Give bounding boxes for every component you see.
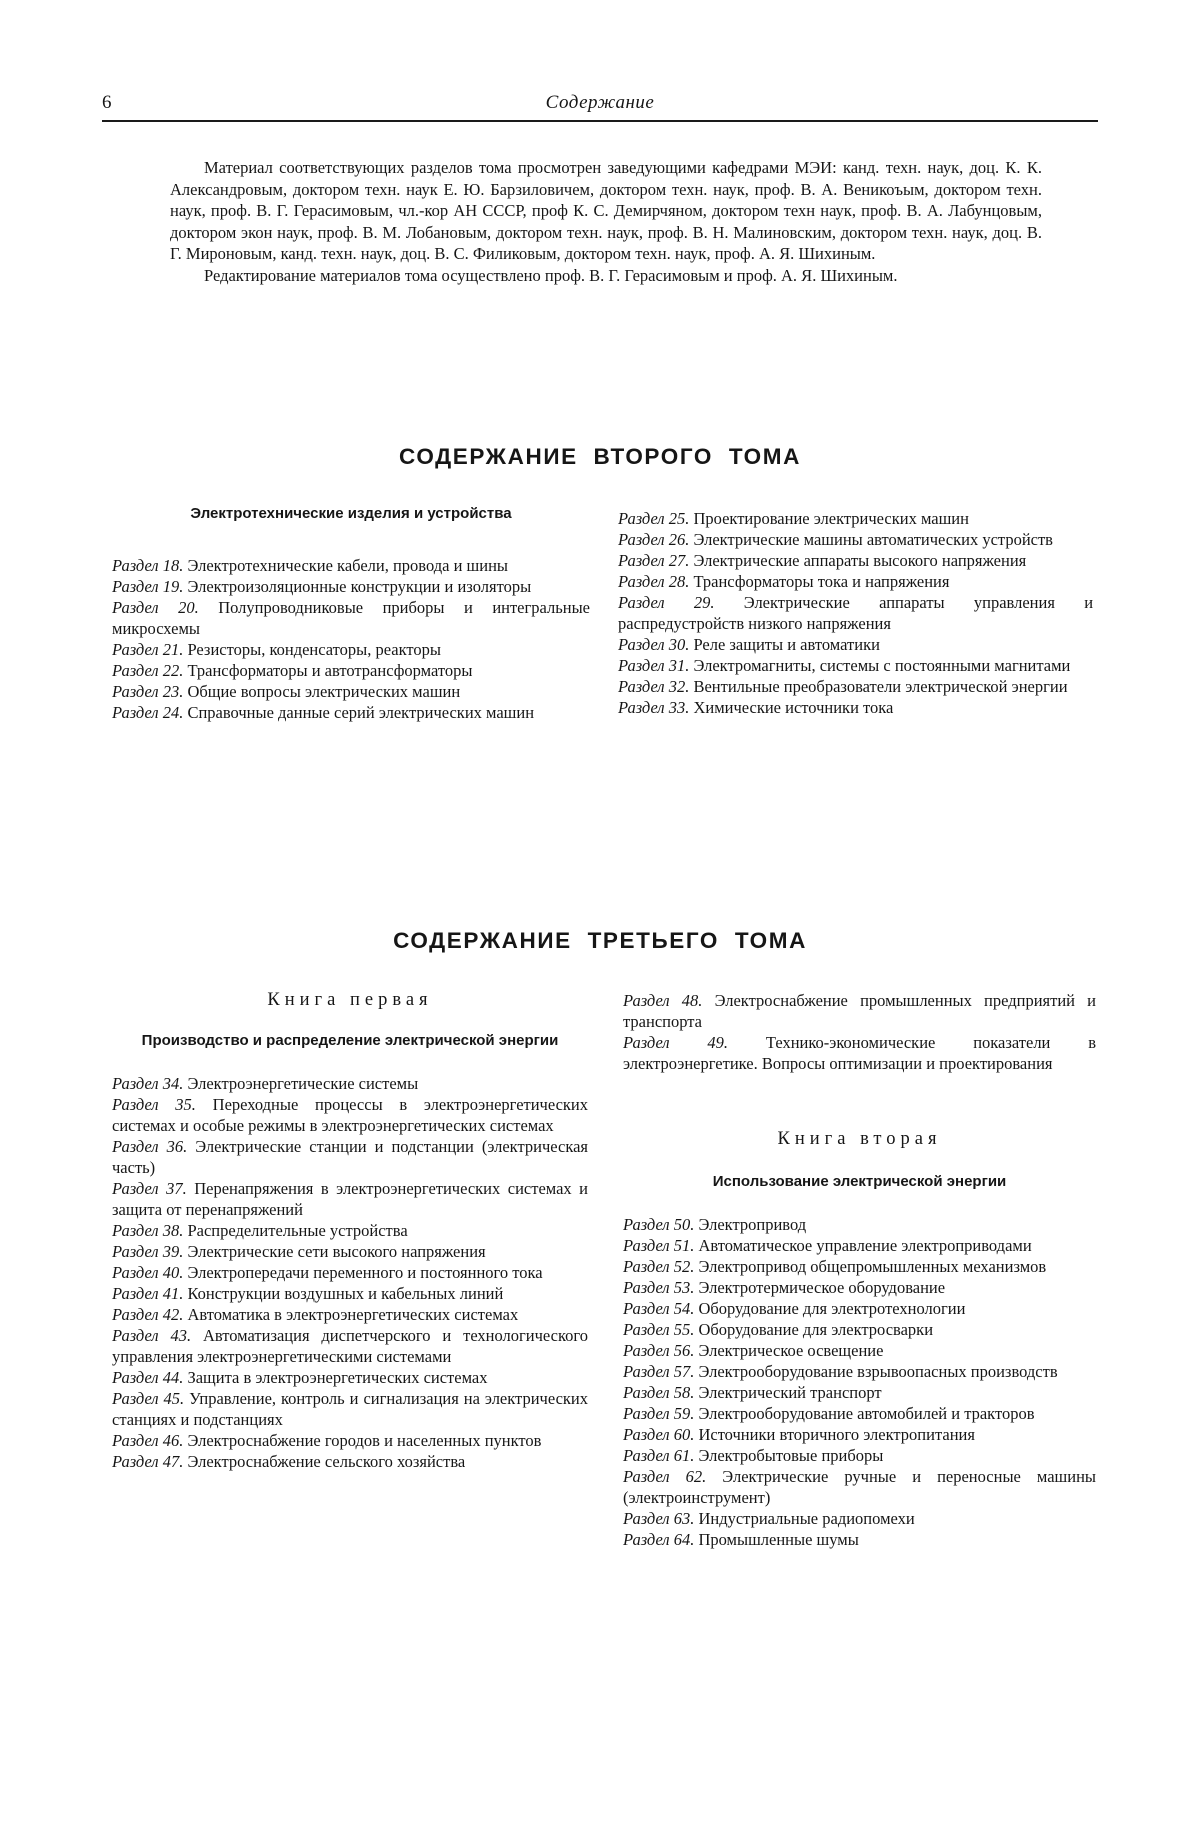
editorial-paragraph: Редактирование материалов тома осуществлено проф. В. Г. Герасимовым и проф. А. Я. Шихиным. xyxy=(204,265,898,285)
toc-item xyxy=(623,1424,1096,1445)
toc-item xyxy=(112,1073,588,1094)
section-number: Раздел 31. xyxy=(618,656,690,675)
header-rule xyxy=(102,120,1098,122)
volume2-right-column xyxy=(618,508,1093,718)
section-title: Электропривод xyxy=(698,1215,807,1234)
section-title: Трансформаторы тока и напряжения xyxy=(693,572,950,591)
toc-item xyxy=(112,1388,588,1430)
toc-item xyxy=(112,1367,588,1388)
section-title: Автоматика в электроэнергетических системах xyxy=(187,1305,519,1324)
section-title: Электрооборудование взрывоопасных производств xyxy=(698,1362,1058,1381)
section-number: Раздел 64. xyxy=(623,1530,695,1549)
section-title: Реле защиты и автоматики xyxy=(693,635,880,654)
section-title: Электрические аппараты управления и распредустройств низкого напряжения xyxy=(618,593,1094,633)
toc-item xyxy=(112,1451,588,1472)
section-title: Проектирование электрических машин xyxy=(693,509,969,528)
section-number: Раздел 20. xyxy=(112,598,199,617)
section-title: Электрический транспорт xyxy=(698,1383,882,1402)
toc-item xyxy=(618,676,1093,697)
section-title: Электроснабжение городов и населенных пунктов xyxy=(187,1431,542,1450)
toc-item xyxy=(112,1430,588,1451)
editorial-note xyxy=(170,157,1042,286)
section-title: Управление, контроль и сигнализация на электрических станциях и подстанциях xyxy=(112,1389,589,1429)
volume2-heading: СОДЕРЖАНИЕ ВТОРОГО ТОМА xyxy=(399,444,801,469)
toc-list xyxy=(623,990,1096,1074)
toc-item xyxy=(112,597,590,639)
section-number: Раздел 37. xyxy=(112,1179,187,1198)
section-number: Раздел 21. xyxy=(112,640,184,659)
volume3-right-column xyxy=(623,990,1096,1550)
toc-item xyxy=(618,697,1093,718)
section-number: Раздел 53. xyxy=(623,1278,695,1297)
section-number: Раздел 27. xyxy=(618,551,690,570)
section-number: Раздел 36. xyxy=(112,1137,188,1156)
section-number: Раздел 34. xyxy=(112,1074,184,1093)
toc-item xyxy=(618,550,1093,571)
section-title: Электропередачи переменного и постоянного тока xyxy=(187,1263,543,1282)
toc-item xyxy=(112,1220,588,1241)
book-title: Книга первая xyxy=(267,990,433,1010)
toc-list xyxy=(112,555,590,723)
toc-item xyxy=(623,1032,1096,1074)
section-number: Раздел 41. xyxy=(112,1284,184,1303)
toc-item xyxy=(112,639,590,660)
section-title: Электроизоляционные конструкции и изоляторы xyxy=(187,577,532,596)
section-number: Раздел 62. xyxy=(623,1467,707,1486)
toc-item xyxy=(112,1094,588,1136)
toc-item xyxy=(623,1382,1096,1403)
toc-item xyxy=(618,529,1093,550)
section-title: Электроснабжение сельского хозяйства xyxy=(187,1452,466,1471)
toc-item xyxy=(112,1325,588,1367)
volume2-left-column xyxy=(112,504,590,723)
section-title: Источники вторичного электропитания xyxy=(698,1425,975,1444)
section-title: Электромагниты, системы с постоянными магнитами xyxy=(693,656,1071,675)
toc-item xyxy=(623,1235,1096,1256)
section-title: Электрические ручные и переносные машины (электроинструмент) xyxy=(623,1467,1097,1507)
section-number: Раздел 50. xyxy=(623,1215,695,1234)
toc-item xyxy=(112,555,590,576)
section-title: Электрические сети высокого напряжения xyxy=(187,1242,486,1261)
toc-item xyxy=(618,571,1093,592)
toc-item xyxy=(112,1262,588,1283)
section-title: Электрические машины автоматических устройств xyxy=(693,530,1053,549)
toc-item xyxy=(112,1304,588,1325)
section-number: Раздел 60. xyxy=(623,1425,695,1444)
section-title: Электротермическое оборудование xyxy=(698,1278,946,1297)
section-title: Индустриальные радиопомехи xyxy=(698,1509,915,1528)
section-title: Перенапряжения в электроэнергетических системах и защита от перенапряжений xyxy=(112,1179,588,1219)
section-number: Раздел 38. xyxy=(112,1221,184,1240)
running-head xyxy=(102,92,1098,114)
section-number: Раздел 61. xyxy=(623,1446,695,1465)
section-title: Электрические станции и подстанции (электрическая часть) xyxy=(112,1137,588,1177)
section-title: Трансформаторы и автотрансформаторы xyxy=(187,661,473,680)
section-number: Раздел 42. xyxy=(112,1305,184,1324)
toc-item xyxy=(623,1298,1096,1319)
toc-item xyxy=(623,1256,1096,1277)
section-title: Электробытовые приборы xyxy=(698,1446,884,1465)
toc-item xyxy=(623,990,1096,1032)
toc-item xyxy=(623,1403,1096,1424)
section-number: Раздел 44. xyxy=(112,1368,184,1387)
toc-item xyxy=(623,1361,1096,1382)
section-number: Раздел 63. xyxy=(623,1509,695,1528)
section-title: Полупроводниковые приборы и интегральные микросхемы xyxy=(112,598,590,638)
section-title: Химические источники тока xyxy=(693,698,894,717)
toc-item xyxy=(623,1340,1096,1361)
section-number: Раздел 18. xyxy=(112,556,184,575)
section-title: Справочные данные серий электрических машин xyxy=(187,703,535,722)
section-title: Электроэнергетические системы xyxy=(187,1074,419,1093)
volume3-left-column xyxy=(112,990,588,1472)
toc-item xyxy=(623,1508,1096,1529)
toc-item xyxy=(618,634,1093,655)
section-number: Раздел 59. xyxy=(623,1404,695,1423)
section-number: Раздел 58. xyxy=(623,1383,695,1402)
section-title: Электроснабжение промышленных предприятий и транспорта xyxy=(623,991,1097,1031)
toc-item xyxy=(623,1445,1096,1466)
toc-item xyxy=(618,655,1093,676)
section-title: Вентильные преобразователи электрической энергии xyxy=(693,677,1068,696)
toc-item xyxy=(618,592,1093,634)
section-number: Раздел 35. xyxy=(112,1095,196,1114)
toc-item xyxy=(112,1283,588,1304)
section-number: Раздел 55. xyxy=(623,1320,695,1339)
section-number: Раздел 49. xyxy=(623,1033,729,1052)
section-number: Раздел 47. xyxy=(112,1452,184,1471)
section-number: Раздел 46. xyxy=(112,1431,184,1450)
section-number: Раздел 25. xyxy=(618,509,690,528)
toc-item xyxy=(112,681,590,702)
toc-item xyxy=(618,508,1093,529)
section-number: Раздел 29. xyxy=(618,593,715,612)
section-title: Оборудование для электротехнологии xyxy=(698,1299,966,1318)
section-number: Раздел 22. xyxy=(112,661,184,680)
toc-item xyxy=(112,1136,588,1178)
section-title: Промышленные шумы xyxy=(698,1530,859,1549)
toc-item xyxy=(623,1319,1096,1340)
group-title: Производство и распределение электрической энергии xyxy=(141,1032,559,1049)
section-title: Резисторы, конденсаторы, реакторы xyxy=(187,640,441,659)
toc-item xyxy=(112,1178,588,1220)
section-title: Электрическое освещение xyxy=(698,1341,884,1360)
section-title: Автоматизация диспетчерского и технологического управления электроэнергетическими системами xyxy=(112,1326,589,1366)
toc-item xyxy=(112,660,590,681)
book-title: Книга вторая xyxy=(777,1129,942,1149)
section-number: Раздел 26. xyxy=(618,530,690,549)
section-number: Раздел 56. xyxy=(623,1341,695,1360)
section-title: Электрооборудование автомобилей и тракторов xyxy=(698,1404,1035,1423)
toc-item xyxy=(112,702,590,723)
toc-item xyxy=(623,1529,1096,1550)
toc-item xyxy=(623,1277,1096,1298)
section-number: Раздел 33. xyxy=(618,698,690,717)
toc-list xyxy=(112,1073,588,1472)
toc-item xyxy=(112,1241,588,1262)
section-number: Раздел 51. xyxy=(623,1236,695,1255)
toc-item xyxy=(112,576,590,597)
section-number: Раздел 30. xyxy=(618,635,690,654)
section-number: Раздел 28. xyxy=(618,572,690,591)
section-title: Оборудование для электросварки xyxy=(698,1320,934,1339)
group-title: Использование электрической энергии xyxy=(712,1173,1007,1190)
section-number: Раздел 39. xyxy=(112,1242,184,1261)
section-number: Раздел 43. xyxy=(112,1326,192,1345)
section-title: Автоматическое управление электроприводами xyxy=(698,1236,1032,1255)
section-title: Защита в электроэнергетических системах xyxy=(187,1368,488,1387)
group-title: Электротехнические изделия и устройства xyxy=(190,505,512,522)
section-title: Электропривод общепромышленных механизмов xyxy=(698,1257,1047,1276)
section-title: Электрические аппараты высокого напряжения xyxy=(693,551,1027,570)
section-number: Раздел 40. xyxy=(112,1263,184,1282)
page-number: 6 xyxy=(102,92,112,113)
editorial-paragraph: Материал соответствующих разделов тома просмотрен заведующими кафедрами МЭИ: канд. техн. наук, доц. К. К. Александровым, доктором техн. наук Е. Ю. Барзиловичем, доктором техн. наук, проф. В. А. Веникоъым, доктором техн. наук, проф. В. Г. Герасимовым, чл.-кор АН СССР, проф К. С. Демирчяном, доктором техн наук, проф. В. А. Лабунцовым, доктором экон наук, проф. В. М. Лобановым, доктором техн. наук, проф. В. Н. Малиновским, доктором техн. наук, доц. В. Г. Мироновым, канд. техн. наук, доц. В. С. Филиковым, доктором техн. наук, проф. А. Я. Шихиным. xyxy=(170,158,1042,263)
section-number: Раздел 54. xyxy=(623,1299,695,1318)
section-title: Конструкции воздушных и кабельных линий xyxy=(187,1284,504,1303)
section-number: Раздел 45. xyxy=(112,1389,185,1408)
toc-item xyxy=(623,1466,1096,1508)
section-number: Раздел 19. xyxy=(112,577,184,596)
section-title: Переходные процессы в электроэнергетических системах и особые режимы в электроэнергетических системах xyxy=(112,1095,589,1135)
section-number: Раздел 32. xyxy=(618,677,690,696)
section-number: Раздел 52. xyxy=(623,1257,695,1276)
toc-list xyxy=(623,1214,1096,1550)
section-number: Раздел 48. xyxy=(623,991,703,1010)
toc-item xyxy=(623,1214,1096,1235)
section-number: Раздел 23. xyxy=(112,682,184,701)
toc-list xyxy=(618,508,1093,718)
section-title: Распределительные устройства xyxy=(187,1221,408,1240)
volume3-heading: СОДЕРЖАНИЕ ТРЕТЬЕГО ТОМА xyxy=(393,928,807,953)
section-number: Раздел 57. xyxy=(623,1362,695,1381)
section-number: Раздел 24. xyxy=(112,703,184,722)
section-title: Электротехнические кабели, провода и шины xyxy=(187,556,508,575)
section-title: Общие вопросы электрических машин xyxy=(187,682,461,701)
section-title: Технико-экономические показатели в электроэнергетике. Вопросы оптимизации и проектирования xyxy=(623,1033,1097,1073)
running-title: Содержание xyxy=(545,92,655,113)
